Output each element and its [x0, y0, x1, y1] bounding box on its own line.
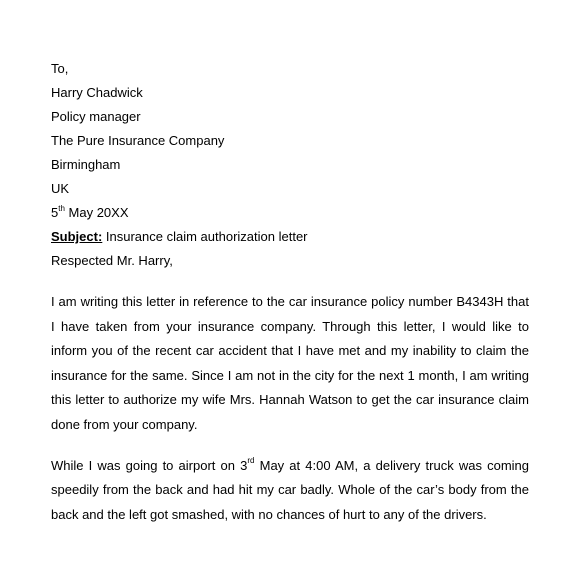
letter-date [51, 201, 529, 225]
recipient-title: Policy manager [51, 109, 141, 124]
to-line: To, [51, 61, 69, 76]
letter-body [51, 57, 529, 527]
spacer [51, 273, 529, 290]
recipient-city: Birmingham [51, 157, 121, 172]
subject-text: Insurance claim authorization letter [102, 229, 308, 244]
paragraph-2 [51, 454, 529, 528]
recipient-name: Harry Chadwick [51, 85, 143, 100]
recipient-company: The Pure Insurance Company [51, 133, 225, 148]
paragraph-2-rest: May at 4:00 AM, a delivery truck was coming speedily from the back and had hit my car badly. Whole of the car’s body from the back and the left got smashed, with no chances of hurt to any of the drivers. [51, 457, 529, 522]
recipient-country: UK [51, 181, 70, 196]
greeting: Respected Mr. Harry, [51, 253, 173, 268]
subject-line [51, 225, 529, 249]
paragraph-2-sup: rd [247, 456, 255, 466]
paragraph-2-start: While I was going to airport on 3 [51, 457, 248, 473]
paragraph-1: I am writing this letter in reference to the car insurance policy number B4343H that I have taken from your insurance company. Through this letter, I would like to inform you of the recent car accident that I have met and my inability to claim the insurance for the same. Since I am not in the city for the next 1 month, I am writing this letter to authorize my wife Mrs. Hannah Watson to get the car insurance claim done from your company. [51, 294, 529, 432]
date-day: 5 [51, 205, 59, 220]
date-suffix: th [58, 203, 65, 213]
subject-label: Subject: [51, 229, 103, 244]
date-rest: May 20XX [64, 205, 129, 220]
